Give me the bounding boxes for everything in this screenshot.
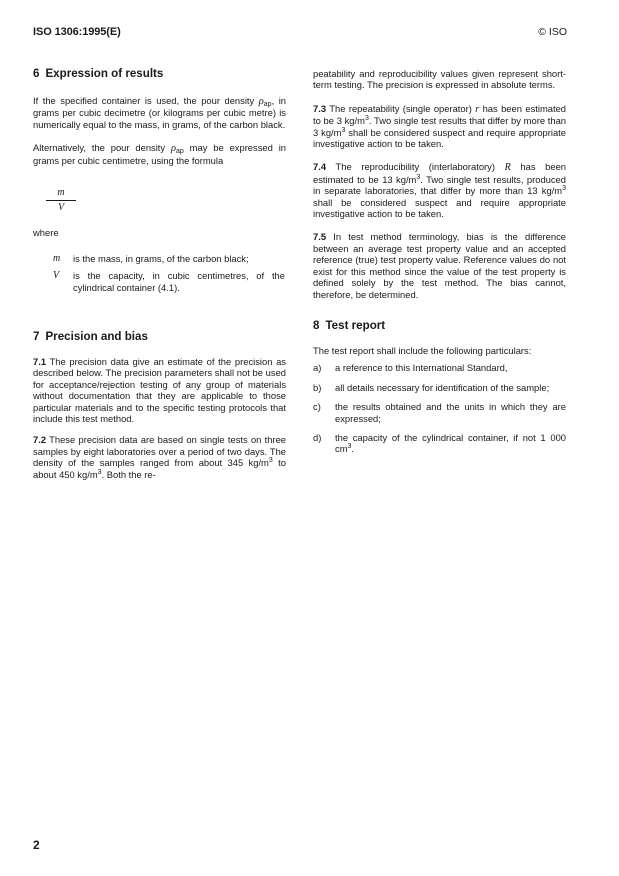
clause-7-3: 7.3 The repeatability (single operator) r has been estimated to be 3 $kg/m^3$. Two single test results that differ by more than 3 $kg/m^3$ shall be considered suspect and require appropriate investigative action to be taken. [313,102,567,150]
section-7-heading: 7 Precision and bias [33,330,148,343]
test-report-items [313,362,566,454]
list-item: b) all details necessary for identification of the sample; [313,381,550,393]
where-label: where [33,227,59,238]
formula-denominator: V [57,202,65,213]
formula-numerator: m [57,187,65,198]
continued-text: peatability and reproducibility values given represent short-term testing. The precision is expressed in absolute terms. [313,68,566,91]
left-column [33,66,286,166]
list-item: a) a reference to this International Standard, [313,362,508,374]
section-8-intro: The test report shall include the following particulars: [313,344,532,356]
standard-id: ISO 1306:1995(E) [33,26,121,38]
page-number: 2 [33,838,40,852]
copyright-mark: © ISO [538,26,567,38]
fraction-bar [46,200,76,201]
list-item: d) the capacity of the cylindrical container, if not 1 000 $cm^3$. [313,431,566,455]
clause-7-5: 7.5 In test method terminology, bias is the difference between an average test property value and an accepted reference (true) test property value. Reference values do not exist for this method since the value of the test property is defined solely by the test method. The bias cannot, therefore, be determined. [313,231,566,300]
definition-list [53,253,285,293]
definition-m: m is the mass, in grams, of the carbon black; [53,253,249,264]
right-column [313,68,566,463]
clause-7-4: 7.4 The reproducibility (interlaboratory) R has been estimated to be 13 $kg/m^3$. Two single test results, produced in separate laboratories, that differ by more than 13 $kg/m^3$ shall be considered suspect and require appropriate investigative action to be taken. [313,161,567,220]
section-6-heading: 6 Expression of results [33,67,164,80]
section-7-block [33,329,286,480]
formula-fraction [46,187,76,214]
definition-v: V is the capacity, in cubic centimetres, of the cylindrical container (4.1). [53,270,285,293]
list-item: c) the results obtained and the units in which they are expressed; [313,401,566,424]
section-8-heading: 8 Test report [313,318,386,332]
clause-7-1: 7.1 The precision data give an estimate of the precision as described below. The precision parameters shall not be used for acceptance/rejection testing of any group of materials without documentation that they are applicable to those particular materials and to the specific testing protocols that include this test method. [33,356,286,425]
clause-7-2: 7.2 These precision data are based on single tests on three samples by eight laboratories over a period of two days. The density of the samples ranged from about 345 $kg/m^3$ to about 450 $kg/m^3$. Both the re- [33,434,287,480]
section-6-para-1: If the specified container is used, the pour density $\rho_{ap}$, in grams per cubic decimetre (or kilograms per cubic metre) is numerically equal to the mass, in grams, of the carbon black. [33,95,286,130]
section-6-para-2: Alternatively, the pour density $\rho_{ap}$ may be expressed in grams per cubic centimetre, using the formula [33,142,286,166]
